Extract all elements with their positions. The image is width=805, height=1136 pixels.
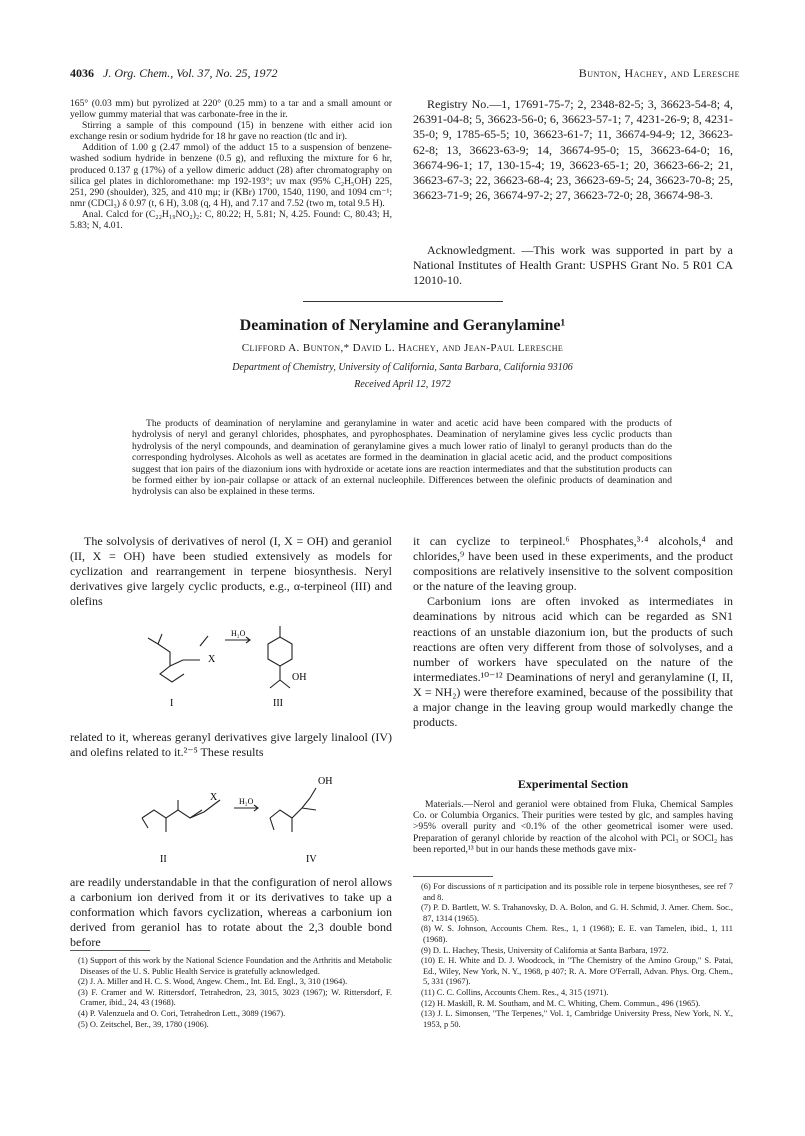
scheme-nerol-cyclization: [140, 614, 340, 714]
footnote: (2) J. A. Miller and H. C. S. Wood, Angew. Chem., Int. Ed. Engl., 3, 310 (1964).: [78, 977, 348, 987]
intro-paragraph-2: [70, 730, 392, 760]
footnote: (11) C. C. Collins, Accounts Chem. Res., 4, 315 (1971).: [421, 987, 609, 997]
leaving-group-label: X: [210, 792, 218, 803]
footnote: (5) O. Zeitschel, Ber., 39, 1780 (1906).: [78, 1019, 209, 1029]
registry-numbers: Registry No.—1, 17691-75-7; 2, 2348-82-5; 3, 36623-54-8; 4, 26391-04-8; 5, 36623-56-0; 6, 36623-57-1; 7, 4231-26-9; 8, 4231-35-0; 9, 1785-65-5; 10, 36623-61-7; 11, 36674-94-9; 12, 36623-62-8; 13, 36623-63-9; 14, 36674-95-0; 15, 36623-64-0; 16, 36674-96-1; 17, 130-15-4; 19, 36623-65-1; 20, 36623-66-2; 21, 36623-67-3; 22, 36623-68-4; 23, 36623-69-5; 24, 36623-70-8; 25, 36623-71-9; 26, 36674-97-2; 27, 36623-72-0; 28, 36674-98-3.: [413, 97, 733, 203]
footnotes-left: [70, 956, 392, 1030]
article-authors: Clifford A. Bunton,* David L. Hachey, and Jean-Paul Leresche: [241, 342, 564, 354]
footnote: (1) Support of this work by the National Science Foundation and the Arthritis and Metabolic Diseases of the U. S. Public Health Service is gratefully acknowledged.: [78, 956, 392, 976]
scheme-1-structures: [140, 614, 340, 714]
compound-label-II: II: [160, 854, 167, 865]
abstract: The products of deamination of nerylamine and geranylamine in water and acetic acid have been compared with the products of hydrolysis of neryl and geranyl chlorides, phosphates, and pyrophosphates. Deamination of nerylamine gives less cyclic products than hydrolysis of the neryl compounds, and deamination of geranylamine gives a much lower ratio of linalyl to geranyl products than do the corresponding hydrolyses. Alcohols as well as acetates are formed in the deamination in glacial acetic acid, and the product compositions suggest that ion pairs of the diazonium ions with hydroxide or acetate ions are reaction intermediates and that the substitution products can be formed either by ion-pair collapse or attack of an external nucleophile. Differences between the olefinic products of deamination and hydrolysis can also be explained in these terms.: [132, 418, 672, 498]
paragraph: it can cyclize to terpineol.⁶ Phosphates,³·⁴ alcohols,⁴ and chlorides,⁹ have been used in these experiments, and the product compositions are relatively insensitive to the solvent composition or the nature of the leaving group.: [413, 534, 733, 594]
compound-label-III: III: [273, 698, 283, 709]
intro-right-column: [413, 534, 733, 730]
section-heading: Experimental Section: [517, 777, 629, 791]
previous-article-left: [70, 98, 392, 231]
footnote: (3) F. Cramer and W. Rittersdorf, Tetrahedron, 23, 3015, 3023 (1967); W. Rittersdorf, F. Cramer, ibid., 24, 43 (1968).: [78, 987, 392, 1008]
intro-paragraph-3: [70, 875, 392, 950]
footnote: (9) D. L. Hachey, Thesis, University of California at Santa Barbara, 1972.: [421, 945, 669, 955]
scheme-2-structures: [130, 770, 370, 865]
footnote: (10) E. H. White and D. J. Woodcock, in "The Chemistry of the Amino Group," S. Patai, Ed., Wiley, New York, N. Y., 1968, p 407; R. A. More O'Ferrall, Advan. Phys. Org. Chem., 5, 331 (1967).: [421, 956, 733, 987]
nerol-skeleton: [158, 644, 184, 682]
footnote: (8) W. S. Johnson, Accounts Chem. Res., 1, 1 (1968); E. E. van Tamelen, ibid., 1, 111 (1968).: [421, 924, 733, 944]
article-divider: [303, 301, 503, 302]
paragraph: 165° (0.03 mm) but pyrolized at 220° (0.25 mm) to a tar and a small amount or yellow gummy material that was carbonate-free in the ir.: [70, 98, 392, 121]
paragraph: related to it, whereas geranyl derivatives give largely linalool (IV) and olefins related to it.²⁻⁵ These results: [70, 730, 392, 760]
received-date: Received April 12, 1972: [354, 379, 451, 390]
paragraph: Stirring a sample of this compound (15) in benzene with either acid ion exchange resin or sodium hydride for 18 hr gave no reaction (tlc and ir).: [70, 120, 392, 143]
scheme-geraniol-rearrangement: [130, 770, 370, 865]
page-number: 4036: [70, 66, 94, 80]
paragraph: are readily understandable in that the configuration of nerol allows a carbonium ion derived from it or its derivatives to take up a conformation which favors cyclization, whereas a carbonium ion derived from geraniol has to rotate about the 2,3 double bond before: [70, 875, 392, 950]
journal-citation: J. Org. Chem., Vol. 37, No. 25, 1972: [103, 66, 278, 80]
article-title: Deamination of Nerylamine and Geranylamine¹: [239, 317, 566, 334]
footnote-rule: [413, 876, 493, 877]
paragraph: Carbonium ions are often invoked as intermediates in deaminations by nitrous acid which can be regarded as SN1 reactions of an unstable diazonium ion, but the products of such reactions are often very different from those of solvolyses, and a number of workers have speculated on the nature of the intermediates.¹⁰⁻¹² Deaminations of neryl and geranylamine (I, II, X = NH₂) were therefore examined, because of the possibility that a major change in the leaving group would markedly change the products.: [413, 594, 733, 730]
footnote: (6) For discussions of π participation and its possible role in terpene biosyntheses, see ref 7 and 8.: [421, 882, 733, 902]
footnote: (7) P. D. Bartlett, W. S. Trahanovsky, D. A. Bolon, and G. H. Schmid, J. Amer. Chem. Soc., 87, 1314 (1965).: [421, 903, 733, 923]
running-header-left: [70, 66, 278, 81]
reagent-label: H₂O: [239, 797, 254, 806]
analysis-paragraph: Anal. Calcd for (C₂₂H₁₉NO₂)₂: C, 80.22; H, 5.81; N, 4.25. Found: C, 80.43; H, 5.83; N, 4.01.: [70, 208, 392, 232]
compound-label-I: I: [170, 698, 174, 709]
footnote: (12) H. Maskill, R. M. Southam, and M. C. Whiting, Chem. Commun., 496 (1965).: [421, 998, 701, 1008]
footnote-rule: [70, 950, 150, 951]
acknowledgment: Acknowledgment. —This work was supported in part by a National Institutes of Health Grant: USPHS Grant No. 5 R01 CA 12010-10.: [413, 243, 733, 288]
paragraph: Addition of 1.00 g (2.47 mmol) of the adduct 15 to a suspension of benzene-washed sodium hydride in benzene (0.5 g), and refluxing the mixture for 6 hr, produced 0.137 g (17%) of a yellow dimeric adduct (28) after chromatography on silica gel plates in dichloromethane: mp 192-193°; uv max (95% C₂H₅OH) 225, 251, 290 (shoulder), 325, and 410 mμ; ir (KBr) 1700, 1540, 1190, and 1094 cm⁻¹; nmr (CDCl₃) δ 0.97 (t, 6 H), 3.08 (q, 4 H), and 7.17 and 7.52 (two m, total 9.5 H).: [70, 142, 392, 209]
leaving-group-label: X: [208, 654, 216, 665]
terpineol-ring: [268, 637, 292, 666]
paragraph: The solvolysis of derivatives of nerol (I, X = OH) and geraniol (II, X = OH) have been studied extensively as models for cyclization and rearrangement in terpene biosynthesis. Neryl derivatives give largely cyclic products, e.g., α-terpineol (III) and olefins: [70, 534, 392, 609]
affiliation: Department of Chemistry, University of California, Santa Barbara, California 93106: [232, 362, 573, 373]
paragraph: Materials.—Nerol and geraniol were obtained from Fluka, Chemical Samples Co. or Columbia Organics. Their purities were tested by glc, and samples having >95% overall purity and <0.1% of the other geometrical isomer were used. Preparation of geranyl chloride by reaction of the alcohol with PCl₃ or SOCl₂ has been reported,¹³ but in our hands these methods gave mix-: [413, 799, 733, 855]
footnotes-right: [413, 882, 733, 1030]
hydroxyl-label: OH: [292, 672, 307, 683]
footnote: (4) P. Valenzuela and O. Cori, Tetrahedron Lett., 3089 (1967).: [78, 1008, 286, 1018]
footnote: (13) J. L. Simonsen, "The Terpenes," Vol. 1, Cambridge University Press, New York, N. Y., 1953, p 50.: [421, 1009, 733, 1029]
hydroxyl-label: OH: [318, 776, 333, 787]
running-header-authors: Bunton, Hachey, and Leresche: [578, 66, 740, 80]
materials-paragraph: [413, 799, 733, 855]
reagent-label: H₂O: [231, 629, 246, 638]
compound-label-IV: IV: [306, 854, 317, 865]
intro-paragraph-1: [70, 534, 392, 609]
